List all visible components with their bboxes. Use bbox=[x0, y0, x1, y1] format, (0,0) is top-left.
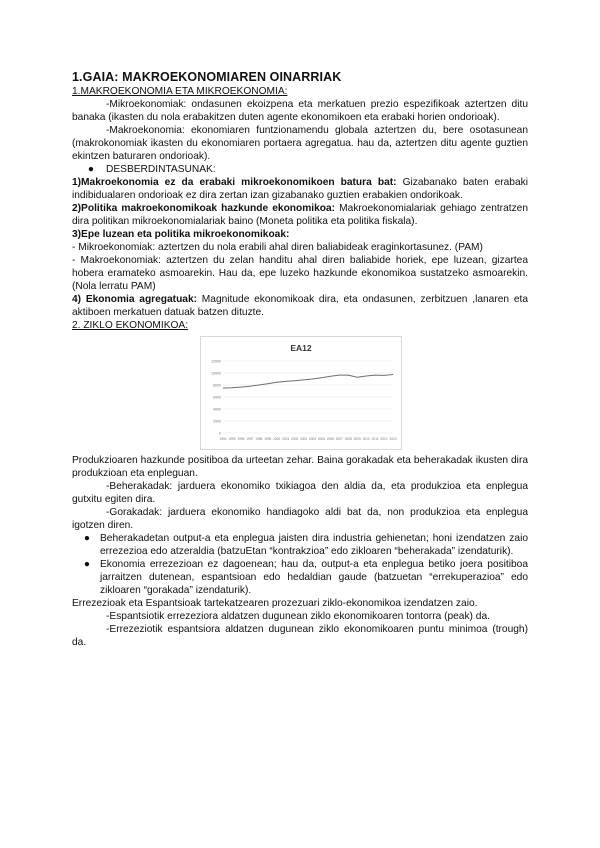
data-point bbox=[366, 376, 367, 377]
y-tick-label: 0 bbox=[219, 431, 221, 436]
x-tick-label: 1999 bbox=[264, 437, 272, 441]
peak-paragraph: -Espantsiotik errezeziora aldatzen dugunean ziklo ekonomikoaren tontorra (peak) da. bbox=[106, 611, 490, 622]
ea12-chart-svg bbox=[201, 337, 401, 449]
x-tick-label: 1995 bbox=[228, 437, 236, 441]
x-tick-label: 2013 bbox=[389, 437, 397, 441]
x-tick-label: 2007 bbox=[335, 437, 343, 441]
point-2 bbox=[72, 202, 528, 228]
ea12-chart bbox=[200, 336, 402, 450]
x-tick-label: 2003 bbox=[299, 437, 308, 441]
data-point bbox=[384, 375, 385, 376]
data-point bbox=[312, 379, 313, 380]
data-point bbox=[250, 386, 251, 387]
point-4-text: Magnitude ekonomikoak dira, eta ondasunen, zerbitzuen ,lanaren eta aktiboen merkatuen datuak batzen dituzte. bbox=[72, 294, 528, 318]
data-point bbox=[348, 375, 349, 376]
trough-paragraph: -Errezeziotik espantsiora aldatzen dugunean ziklo ekonomikoaren puntu minimoa (trough) da. bbox=[72, 624, 528, 648]
y-tick-label: 8000 bbox=[213, 383, 221, 388]
mikro-paragraph: -Mikroekonomiak: ondasunen ekoizpena eta merkatuen prezio espezifikoak aztertzen ditu banaka (ikasten du nola erabakitzen duten agente ekonomikoen eta erabaki horien ondorioak). bbox=[72, 99, 528, 123]
y-tick-label: 2000 bbox=[213, 419, 221, 424]
gorakadak-paragraph: -Gorakadak: jarduera ekonomiko handiagoko aldi bat da, non produkzioa eta enplegua igotzen diren. bbox=[72, 507, 528, 531]
document-title: 1.GAIA: MAKROEKONOMIAREN OINARRIAK bbox=[72, 70, 342, 84]
differences-label: DESBERDINTASUNAK: bbox=[106, 164, 216, 175]
data-point bbox=[285, 381, 286, 382]
data-point bbox=[223, 388, 224, 389]
x-tick-label: 2012 bbox=[380, 437, 388, 441]
point-3-line-1: - Mikroekonomiak: aztertzen du nola erabili ahal diren baliabideak eraginkortasunez. (PAM) bbox=[72, 242, 483, 253]
makro-paragraph: -Makroekonomia: ekonomiaren funtzionamendu globala aztertzen du, bere osotasunean (makrokonomiak ikasten du ekonomiaren portaera agregatua. hau da, aztertzen ditu agente guztien ekintzen baturaren ondorioak). bbox=[72, 125, 528, 162]
bullet-icon: ● bbox=[83, 533, 90, 544]
section-2-heading: 2. ZIKLO EKONOMIKOA: bbox=[72, 320, 189, 331]
list-item-text: Ekonomia errezezioan ez dagoenean; hau da, output-a eta enplegua betiko joera positiboa jarraitzen dutenean, espantsioan edo hedaldian gaude (batzuetan “errekuperazioa” edo zikloaren “gorakada” izendaturik). bbox=[100, 559, 528, 596]
x-tick-label: 2006 bbox=[326, 437, 334, 441]
y-tick-label: 4000 bbox=[213, 407, 221, 412]
point-3-title: 3)Epe luzean eta politika mikroekonomikoak: bbox=[72, 229, 290, 240]
x-tick-label: 2009 bbox=[353, 437, 361, 441]
data-point bbox=[375, 375, 376, 376]
data-point bbox=[357, 377, 358, 378]
chart-title: EA12 bbox=[290, 343, 312, 353]
y-tick-label: 10000 bbox=[211, 371, 221, 376]
document-page bbox=[72, 70, 528, 649]
data-point bbox=[241, 387, 242, 388]
x-tick-label: 2010 bbox=[362, 437, 370, 441]
x-tick-label: 2008 bbox=[344, 437, 352, 441]
x-tick-label: 1998 bbox=[255, 437, 263, 441]
x-tick-label: 1994 bbox=[219, 437, 227, 441]
x-tick-label: 2011 bbox=[371, 437, 379, 441]
differences-bullet bbox=[72, 163, 528, 176]
data-point bbox=[276, 382, 277, 383]
cycle-intro: Produkzioaren hazkunde positiboa da urteetan zehar. Baina gorakadak eta beherakadak ikusten dira produkzioan eta enpleguan. bbox=[72, 455, 528, 479]
point-1 bbox=[72, 176, 528, 202]
data-point bbox=[294, 381, 295, 382]
point-3 bbox=[72, 228, 528, 241]
point-1-title: 1)Makroekonomia ez da erabaki mikroekonomikoen batura bat: bbox=[72, 177, 397, 188]
data-point bbox=[258, 385, 259, 386]
data-point bbox=[267, 384, 268, 385]
data-point bbox=[393, 374, 394, 375]
x-tick-label: 1996 bbox=[237, 437, 245, 441]
list-item-text: Beherakadetan output-a eta enplegua jaisten dira industria gehienetan; honi izendatzen zaio errezezioa edo atzeraldia (batzuEtan “kontrakzioa” edo zikloaren “beherakada” izendaturik). bbox=[100, 533, 528, 557]
point-2-text: Makroekonomialariak gehiago zentratzen dira politikan mikroekonomialariak baino (Moneta politika eta politika fiskala). bbox=[72, 203, 528, 227]
bullet-icon: ● bbox=[87, 164, 94, 175]
data-point bbox=[339, 375, 340, 376]
cycle-bullet-list bbox=[72, 532, 528, 597]
section-1-heading: 1.MAKROEKONOMIA ETA MIKROEKONOMIA: bbox=[72, 86, 288, 97]
y-tick-label: 6000 bbox=[213, 395, 221, 400]
x-tick-label: 2005 bbox=[317, 437, 325, 441]
list-item bbox=[72, 558, 528, 597]
x-tick-label: 2001 bbox=[282, 437, 290, 441]
x-tick-label: 2000 bbox=[273, 437, 281, 441]
x-tick-label: 2004 bbox=[308, 437, 317, 441]
bullet-icon: ● bbox=[83, 559, 90, 570]
point-4 bbox=[72, 293, 528, 319]
series-line-ea12 bbox=[223, 375, 393, 389]
data-point bbox=[321, 378, 322, 379]
data-point bbox=[330, 376, 331, 377]
x-tick-label: 1997 bbox=[246, 437, 254, 441]
data-point bbox=[232, 387, 233, 388]
point-1-text: Gizabanako baten erabaki indibidualaren ondorioak ez dira zertan izan gizabanako guztien erabakien ondorikoak. bbox=[72, 177, 528, 201]
cycle-definition: Errezezioak eta Espantsioak tartekatzearen prozezuari ziklo-ekonomikoa izendatzen zaio. bbox=[72, 598, 478, 609]
data-point bbox=[303, 380, 304, 381]
point-4-title: 4) Ekonomia agregatuak: bbox=[72, 294, 198, 305]
beherakadak-paragraph: -Beherakadak: jarduera ekonomiko txikiagoa den aldia da, eta produkzioa eta enplegua gutxitu egiten dira. bbox=[72, 481, 528, 505]
x-tick-label: 2002 bbox=[291, 437, 299, 441]
y-tick-label: 12000 bbox=[211, 359, 221, 364]
list-item bbox=[72, 532, 528, 558]
point-3-line-2: - Makroekonomiak: aztertzen du zelan handitu ahal diren baliabide horiek, epe luzean, gizartea hobera eramateko asmoarekin. Hau da, epe luzeko hazkunde ekonomikoa sustatzeko asmoarekin. (Nola lerratu PAM) bbox=[72, 255, 528, 292]
point-2-title: 2)Politika makroekonomikoak hazkunde ekonomikoa: bbox=[72, 203, 336, 214]
